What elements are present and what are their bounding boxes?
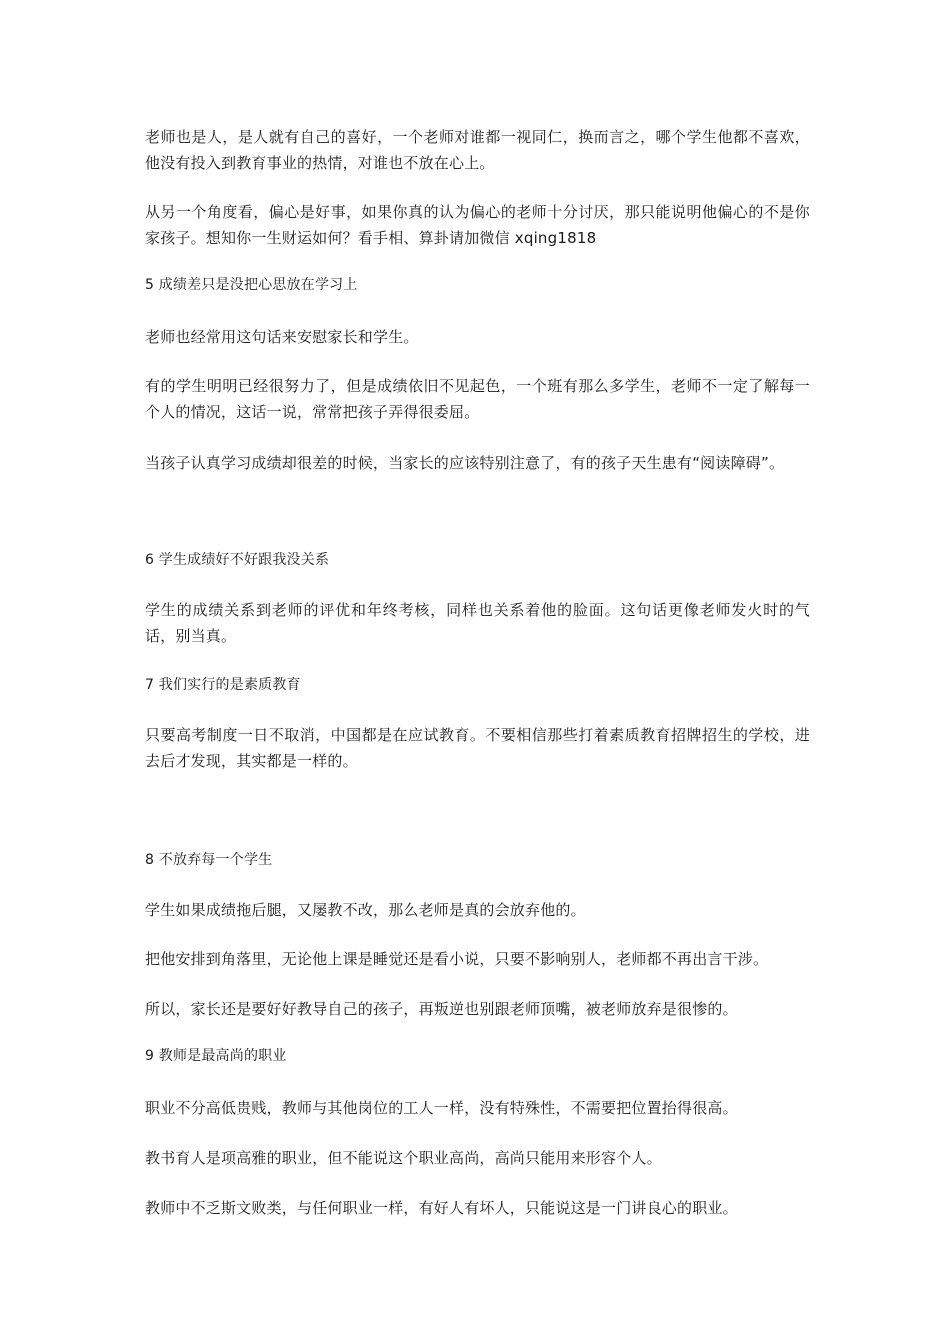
heading-8: 8 不放弃每一个学生 (145, 852, 273, 868)
paragraph-conscience: 教师中不乏斯文败类，与任何职业一样，有好人有坏人，只能说这是一门讲良心的职业。 (145, 1199, 738, 1217)
paragraph-profession-equal: 职业不分高低贵贱，教师与其他岗位的工人一样，没有特殊性，不需要把位置抬得很高。 (145, 1099, 738, 1117)
paragraph-teacher-preference: 老师也是人，是人就有自己的喜好，一个老师对谁都一视同仁，换而言之，哪个学生他都不喜欢，他没有投入到教育事业的热情，对谁也不放在心上。 (145, 128, 810, 172)
heading-5: 5 成绩差只是没把心思放在学习上 (145, 277, 358, 293)
paragraph-exam-education: 只要高考制度一日不取消，中国都是在应试教育。不要相信那些打着素质教育招牌招生的学校，进去后才发现，其实都是一样的。 (145, 726, 810, 770)
heading-6: 6 学生成绩好不好跟我没关系 (145, 552, 330, 568)
heading-7: 7 我们实行的是素质教育 (145, 677, 301, 693)
paragraph-parents: 所以，家长还是要好好教导自己的孩子，再叛逆也别跟老师顶嘴，被老师放弃是很惨的。 (145, 1000, 738, 1018)
paragraph-effort: 有的学生明明已经很努力了，但是成绩依旧不见起色，一个班有那么多学生，老师不一定了解每一个人的情况，这话一说，常常把孩子弄得很委屈。 (145, 377, 810, 421)
paragraph-favoritism: 从另一个角度看，偏心是好事，如果你真的认为偏心的老师十分讨厌，那只能说明他偏心的不是你家孩子。想知你一生财运如何？看手相、算卦请加微信 xqing1818 (145, 203, 810, 247)
paragraph-give-up: 学生如果成绩拖后腿，又屡教不改，那么老师是真的会放弃他的。 (145, 901, 586, 919)
paragraph-evaluation: 学生的成绩关系到老师的评优和年终考核，同样也关系着他的脸面。这句话更像老师发火时的气话，别当真。 (145, 601, 810, 645)
heading-9: 9 教师是最高尚的职业 (145, 1048, 287, 1064)
paragraph-dyslexia: 当孩子认真学习成绩却很差的时候，当家长的应该特别注意了，有的孩子天生患有“阅读障碍”。 (145, 454, 785, 472)
paragraph-corner: 把他安排到角落里，无论他上课是睡觉还是看小说，只要不影响别人，老师都不再出言干涉。 (145, 950, 769, 968)
paragraph-elegant-profession: 教书育人是项高雅的职业，但不能说这个职业高尚，高尚只能用来形容个人。 (145, 1149, 662, 1167)
paragraph-comfort: 老师也经常用这句话来安慰家长和学生。 (145, 328, 419, 346)
